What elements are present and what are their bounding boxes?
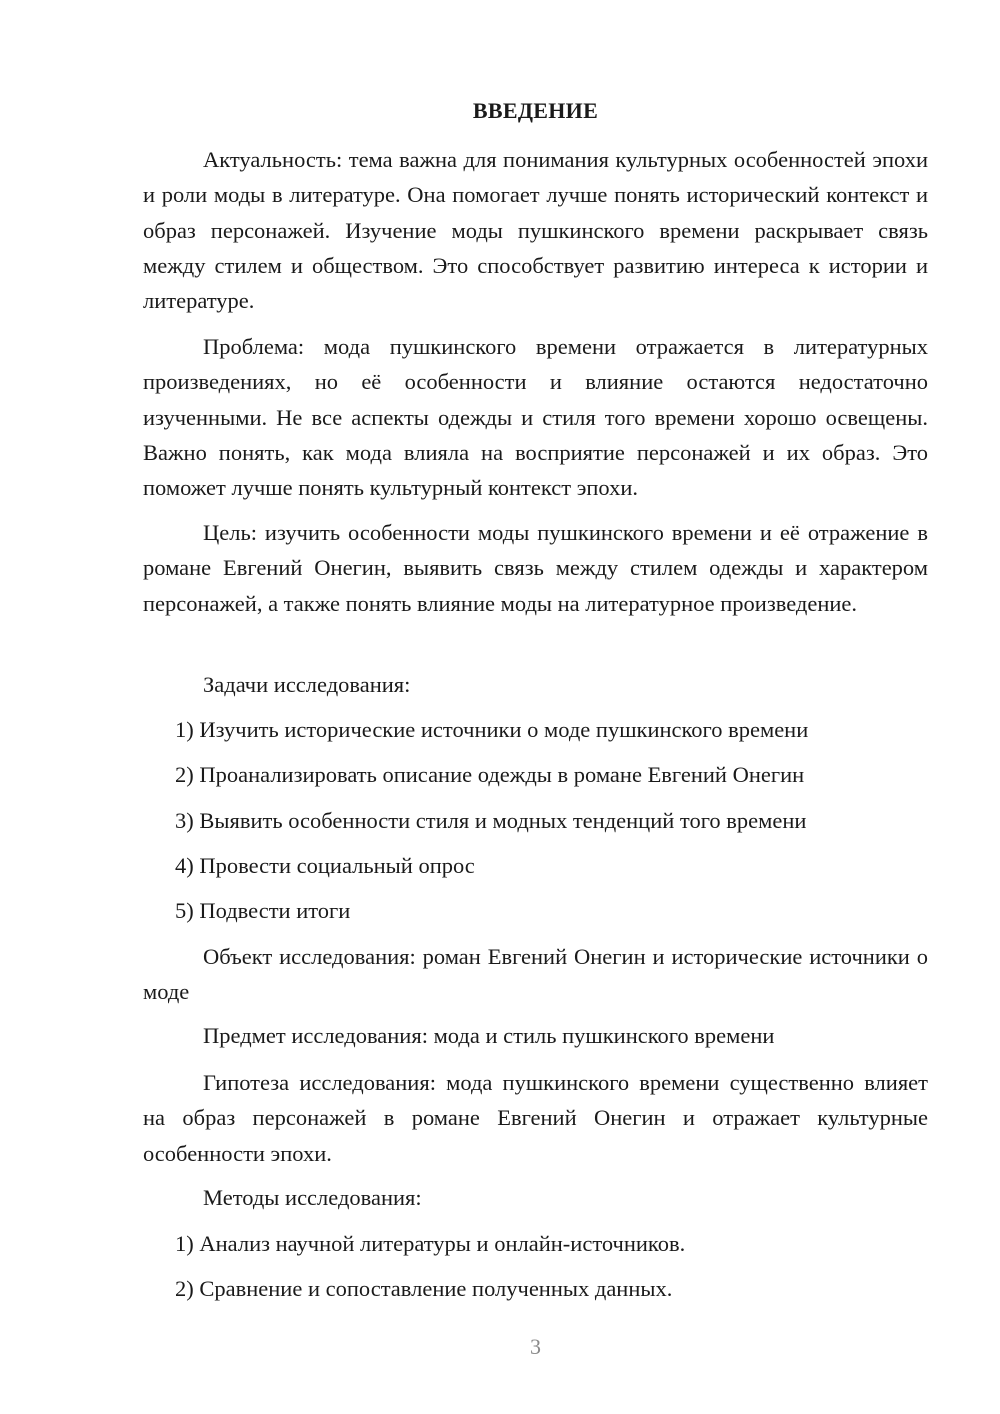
- task-item-4: 4) Провести социальный опрос: [175, 853, 475, 878]
- paragraph-relevance: Актуальность: тема важна для понимания культурных особенностей эпохи и роли моды в литературе. Она помогает лучше понять исторический контекст и образ персонажей. Изучение моды пушкинского времени раскрывает связь между стилем и обществом. Это способствует развитию интереса к истории и литературе.: [143, 147, 928, 314]
- task-item-3: 3) Выявить особенности стиля и модных тенденций того времени: [175, 808, 807, 833]
- tasks-heading: Задачи исследования:: [203, 672, 411, 697]
- task-item-5: 5) Подвести итоги: [175, 898, 351, 923]
- document-page: [143, 0, 928, 1414]
- method-item-2: 2) Сравнение и сопоставление полученных данных.: [175, 1276, 673, 1301]
- paragraph-problem: Проблема: мода пушкинского времени отражается в литературных произведениях, но её особенности и влияние остаются недостаточно изученными. Не все аспекты одежды и стиля того времени хорошо освещены. Важно понять, как мода влияла на восприятие персонажей и их образ. Это поможет лучше понять культурный контекст эпохи.: [143, 334, 928, 501]
- page-number: 3: [530, 1334, 541, 1359]
- task-item-1: 1) Изучить исторические источники о моде пушкинского времени: [175, 717, 809, 742]
- paragraph-object: Объект исследования: роман Евгений Онегин и исторические источники о моде: [143, 944, 928, 1005]
- paragraph-hypothesis: Гипотеза исследования: мода пушкинского времени существенно влияет на образ персонажей в романе Евгений Онегин и отражает культурные особенности эпохи.: [143, 1070, 928, 1166]
- method-item-1: 1) Анализ научной литературы и онлайн-источников.: [175, 1231, 686, 1256]
- paragraph-goal: Цель: изучить особенности моды пушкинского времени и её отражение в романе Евгений Онегин, выявить связь между стилем одежды и характером персонажей, а также понять влияние моды на литературное произведение.: [143, 520, 928, 616]
- subject-line: Предмет исследования: мода и стиль пушкинского времени: [203, 1023, 775, 1048]
- task-item-2: 2) Проанализировать описание одежды в романе Евгений Онегин: [175, 762, 805, 787]
- section-title: ВВЕДЕНИЕ: [472, 98, 599, 123]
- methods-heading: Методы исследования:: [203, 1185, 422, 1210]
